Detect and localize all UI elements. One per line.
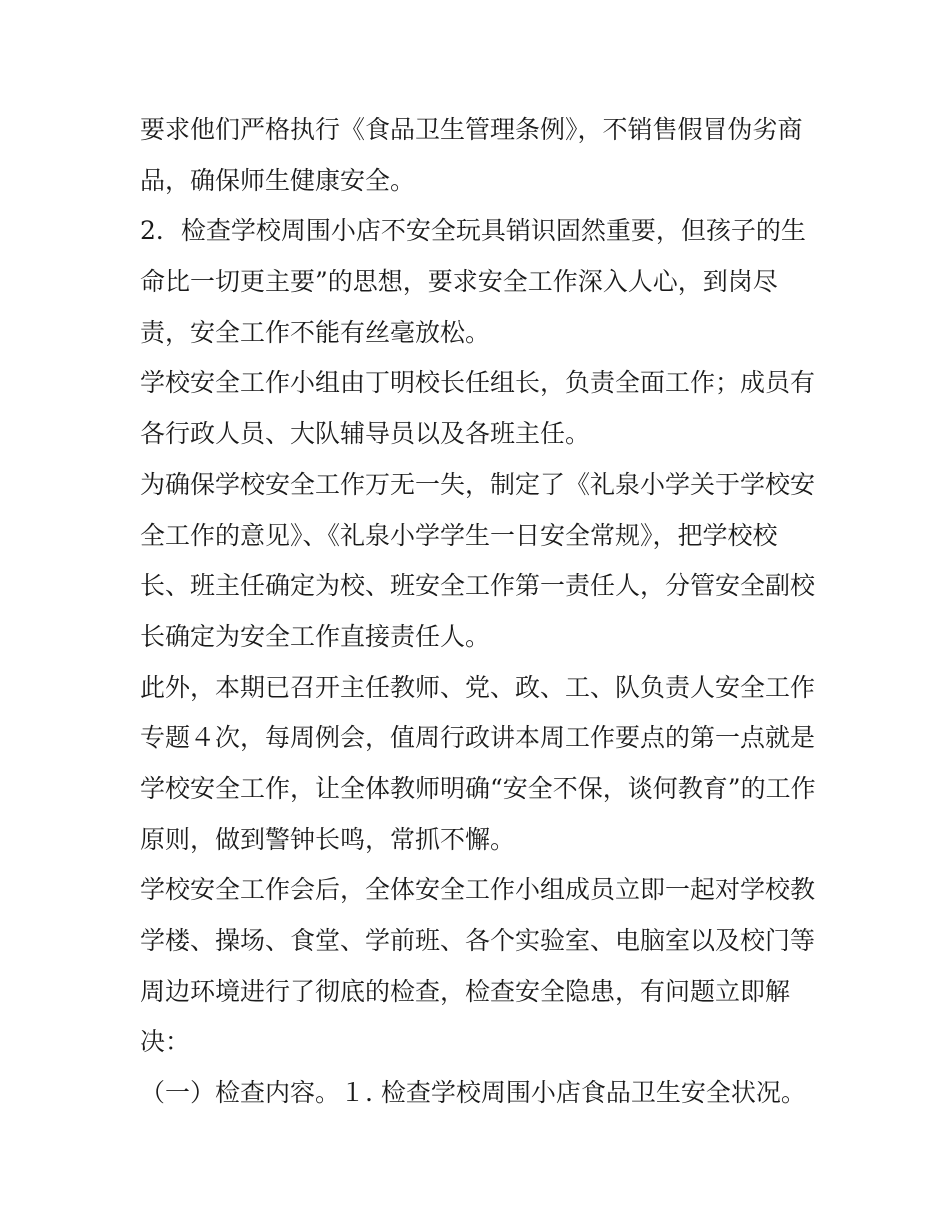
- text-line: 2．检查学校周围小店不安全玩具销识固然重要，但孩子的生: [140, 216, 806, 246]
- text-line: 全工作的意见》、《礼泉小学学生一日安全常规》，把学校校: [140, 520, 778, 550]
- text-line: 为确保学校安全工作万无一失，制定了《礼泉小学关于学校安: [140, 469, 816, 499]
- text-line: 命比一切更主要”的思想，要求安全工作深入人心，到岗尽: [140, 267, 778, 297]
- text-line: 学校安全工作，让全体教师明确“安全不保，谈何教育”的工作: [140, 773, 816, 803]
- text-line: 责，安全工作不能有丝毫放松。: [140, 317, 491, 347]
- text-line: 此外，本期已召开主任教师、党、政、工、队负责人安全工作: [140, 672, 816, 702]
- text-line: 长确定为安全工作直接责任人。: [140, 621, 491, 651]
- text-line: 决：: [140, 1027, 191, 1057]
- text-line: 品，确保师生健康安全。: [140, 165, 416, 195]
- text-line: （一）检查内容。１. 检查学校周围小店食品卫生安全状况。: [140, 1078, 806, 1108]
- text-line: 长、班主任确定为校、班安全工作第一责任人，分管安全副校: [140, 571, 816, 601]
- text-line: 学楼、操场、食堂、学前班、各个实验室、电脑室以及校门等: [140, 926, 816, 955]
- text-line: 各行政人员、大队辅导员以及各班主任。: [140, 419, 591, 449]
- text-line: 学校安全工作小组由丁明校长任组长，负责全面工作；成员有: [140, 368, 816, 398]
- text-line: 要求他们严格执行《食品卫生管理条例》，不销售假冒伪劣商: [140, 115, 803, 144]
- text-line: 专题４次，每周例会，值周行政讲本周工作要点的第一点就是: [140, 723, 816, 753]
- text-line: 周边环境进行了彻底的检查，检查安全隐患，有问题立即解: [140, 976, 791, 1006]
- body-text: [140, 105, 820, 1119]
- text-line: 原则，做到警钟长鸣，常抓不懈。: [140, 824, 516, 854]
- text-line: 学校安全工作会后，全体安全工作小组成员立即一起对学校教: [140, 875, 816, 905]
